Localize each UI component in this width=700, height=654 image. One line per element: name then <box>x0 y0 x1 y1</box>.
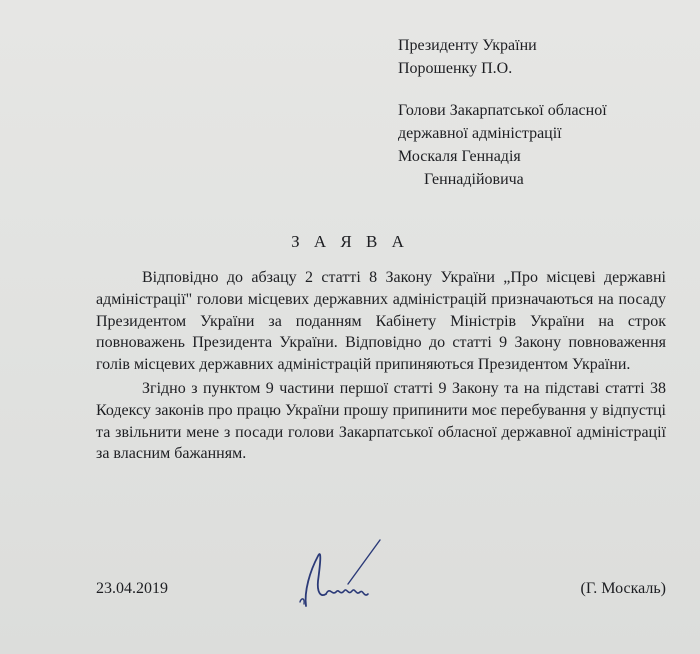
sender-name-line-1: Москаля Геннадія <box>398 148 521 165</box>
signature-stroke-3 <box>348 540 380 584</box>
signature-stroke-2 <box>326 590 368 595</box>
recipient-title: Президенту України <box>398 37 537 54</box>
signer-name: (Г. Москаль) <box>580 580 666 597</box>
document-body <box>96 267 666 465</box>
signature-stroke-4 <box>300 599 304 604</box>
addressee-spacer <box>398 80 607 99</box>
sender-title-line-2: державної адміністрації <box>398 125 562 142</box>
recipient-name: Порошенку П.О. <box>398 60 513 77</box>
sender-title-line-1: Голови Закарпатської обласної <box>398 102 607 119</box>
document-date: 23.04.2019 <box>96 580 168 597</box>
body-paragraph-2: Згідно з пунктом 9 частини першої статті 9 Закону та на підставі статті 38 Кодексу законів про працю України прошу припинити моє перебування у відпустці та звільнити мене з посади голови Закарпатської обласної державної адміністрації за власним бажанням. <box>96 379 666 463</box>
signature-stroke-1 <box>306 554 326 606</box>
signature-icon <box>296 536 386 612</box>
body-paragraph-1: Відповідно до абзацу 2 статті 8 Закону України „Про місцеві державні адміністрації" голови місцевих державних адміністрацій призначаються на посаду Президентом України за поданням Кабінету Міністрів України на строк повноважень Президента України. Відповідно до статті 9 Закону повноваження голів місцевих державних адміністрацій припиняються Президентом України. <box>96 269 666 374</box>
addressee-block <box>398 34 607 191</box>
sender-name-line-2: Геннадійовича <box>424 171 524 188</box>
document-title: З А Я В А <box>291 232 409 251</box>
